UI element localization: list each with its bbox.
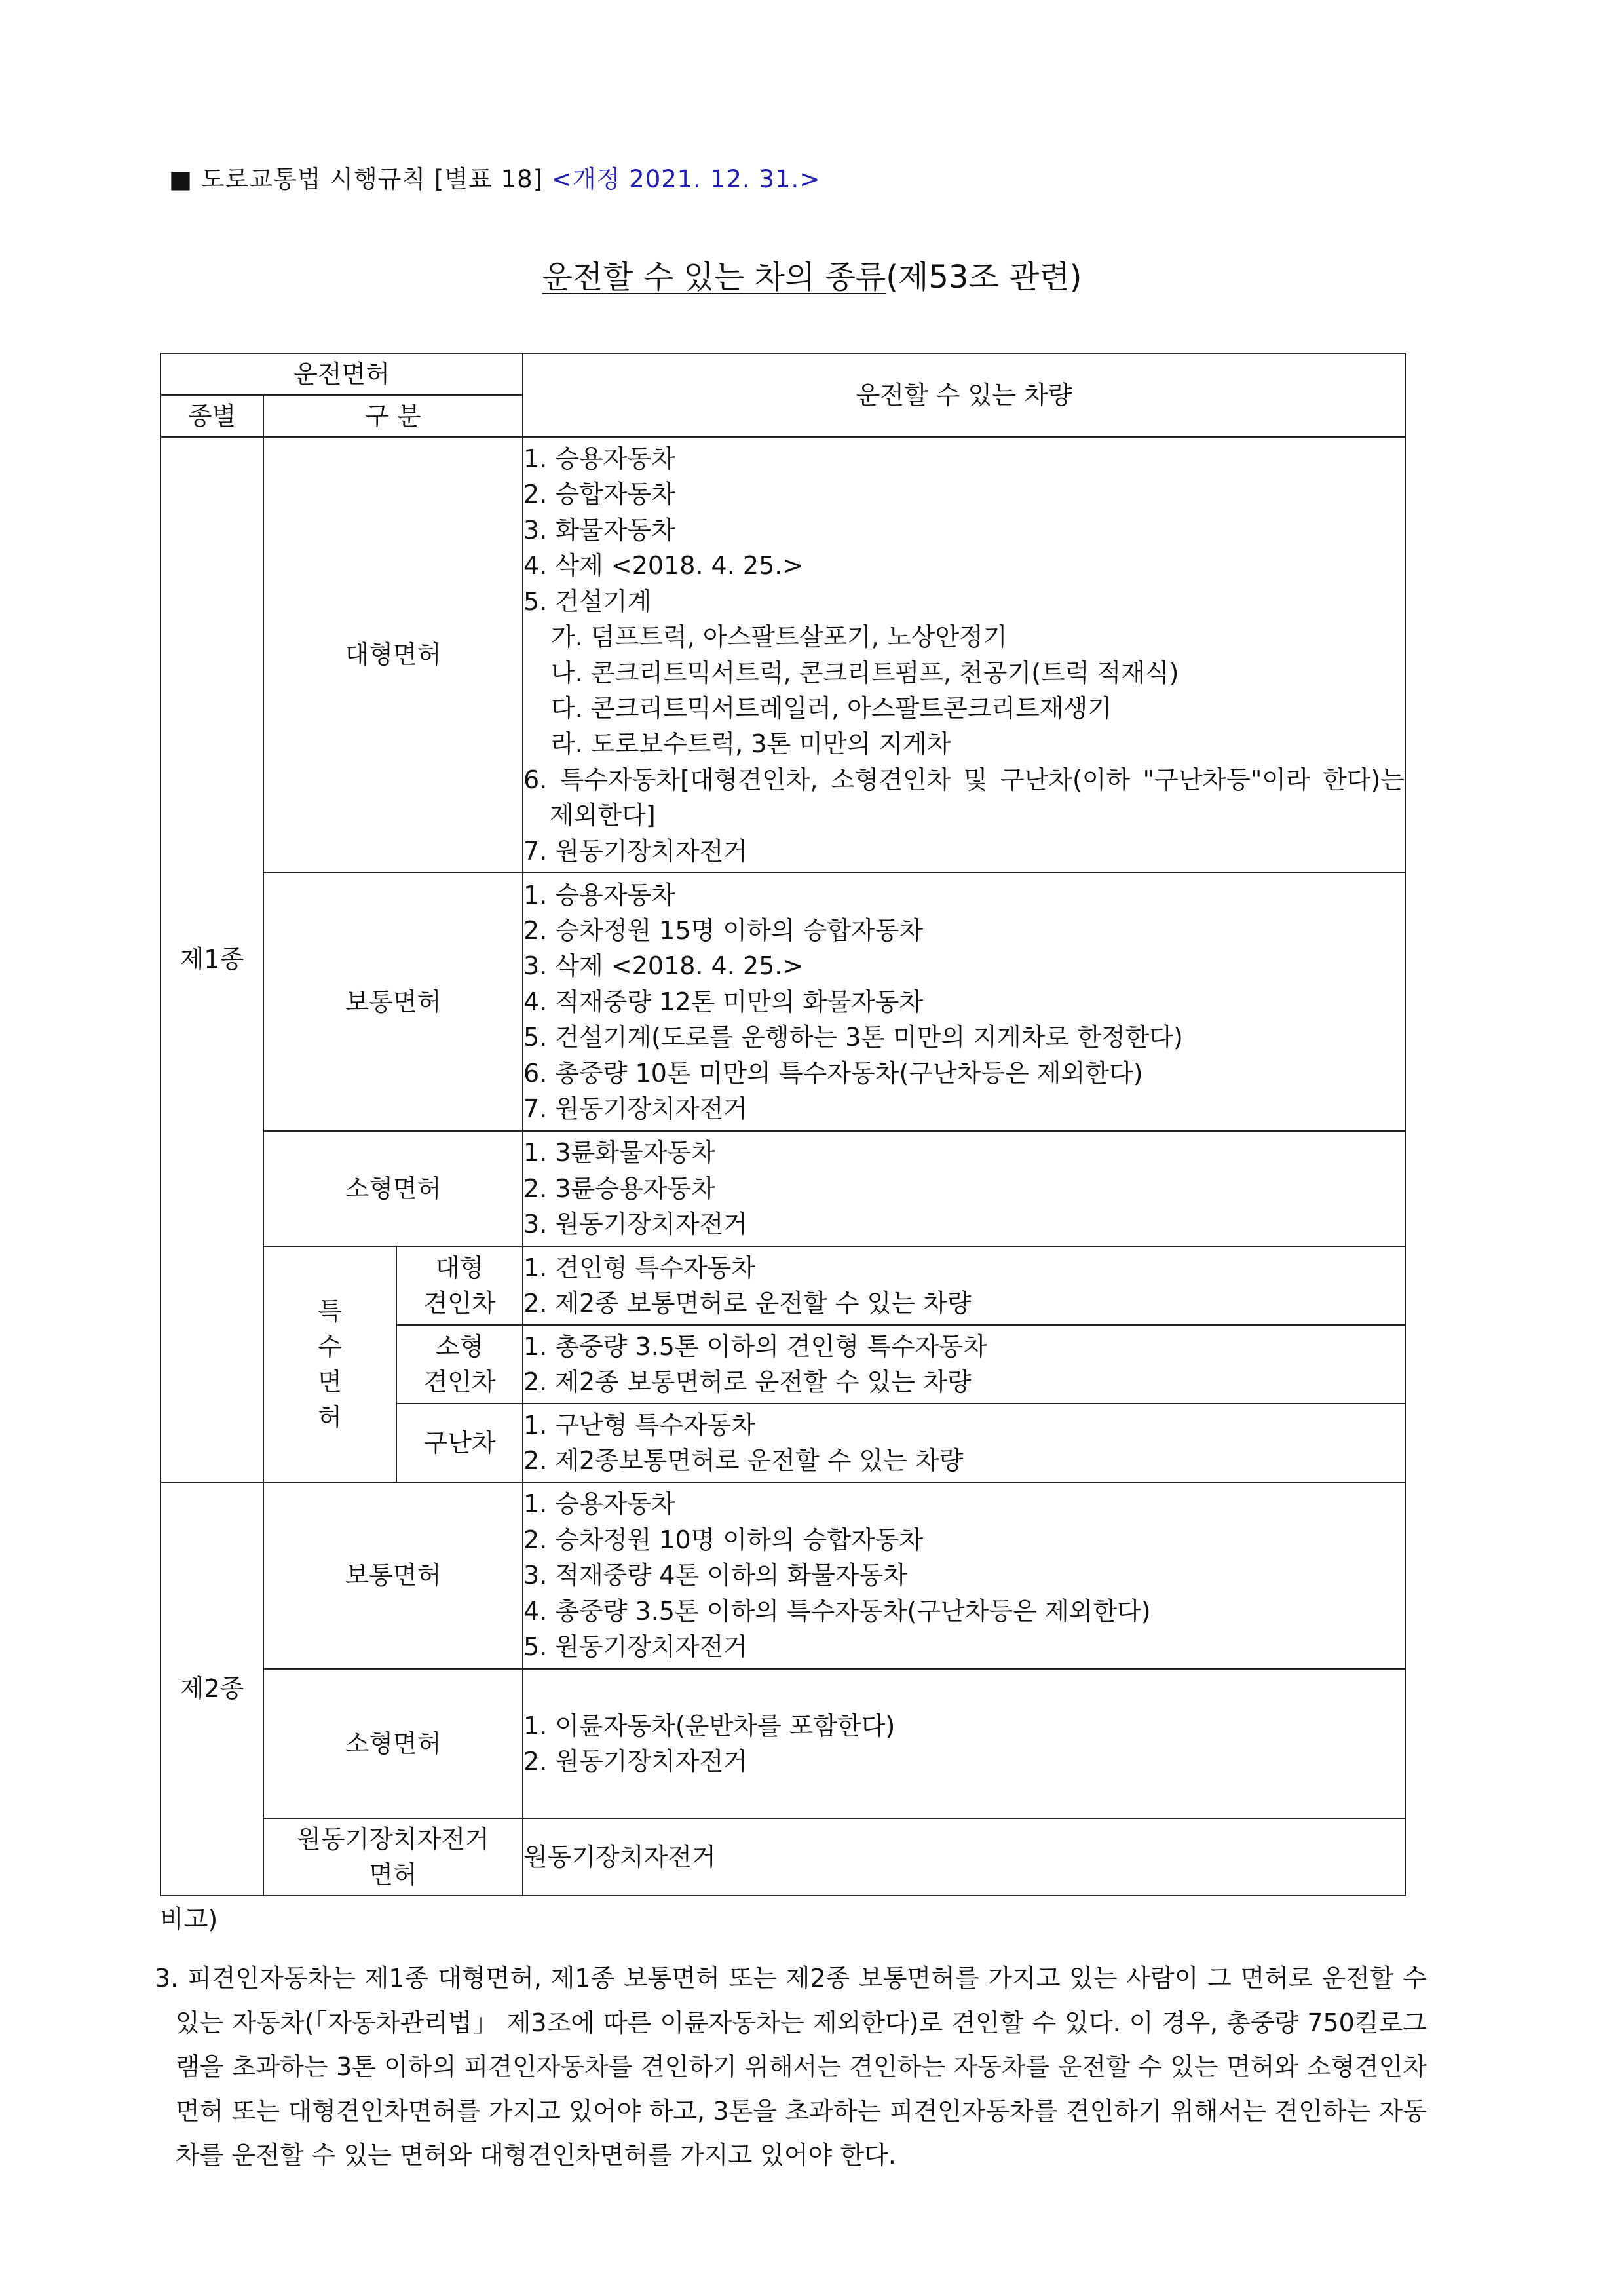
wrecker-items — [523, 1404, 1405, 1482]
document-header — [169, 163, 820, 197]
class1-small-label: 소형면허 — [263, 1131, 523, 1246]
list-item: 2. 승차정원 10명 이하의 승합자동차 — [523, 1525, 924, 1554]
header-type: 종별 — [161, 395, 263, 437]
class1-normal-label: 보통면허 — [263, 873, 523, 1131]
table-row — [161, 1818, 1405, 1896]
table-row — [161, 437, 1405, 873]
square-bullet-icon: ■ — [169, 165, 193, 193]
list-subitem: 라. 도로보수트럭, 3톤 미만의 지게차 — [551, 729, 951, 759]
list-subitem: 나. 콘크리트믹서트럭, 콘크리트펌프, 천공기(트럭 적재식) — [551, 658, 1179, 687]
list-item: 1. 총중량 3.5톤 이하의 견인형 특수자동차 — [523, 1331, 987, 1361]
class2-small-items — [523, 1669, 1405, 1818]
table-row — [161, 1482, 1405, 1669]
law-reference: 도로교통법 시행규칙 [별표 18] — [200, 165, 544, 193]
small-tow-items — [523, 1325, 1405, 1404]
special-char: 수 — [318, 1331, 342, 1361]
table-row — [161, 1131, 1405, 1246]
special-char: 면 — [318, 1367, 342, 1396]
list-item: 2. 제2종 보통면허로 운전할 수 있는 차량 — [523, 1289, 972, 1318]
list-item: 3. 원동기장치자전거 — [523, 1210, 748, 1239]
license-table — [160, 353, 1406, 1896]
moped-license-label: 원동기장치자전거 면허 — [263, 1818, 523, 1896]
list-item: 1. 승용자동차 — [523, 444, 675, 474]
remarks-paragraph: 3. 피견인자동차는 제1종 대형면허, 제1종 보통면허 또는 제2종 보통면허를 가지고 있는 사람이 그 면허로 운전할 수 있는 자동차(「자동차관리법」 제3조에 따른 이륜자동차는 제외한다)로 견인할 수 있다. 이 경우, 총중량 750킬로그램을 초과하는 3톤 이하의 피견인자동차를 견인하기 위해서는 견인하는 자동차를 운전할 수 있는 면허와 소형견인차면허 또는 대형견인차면허를 가지고 있어야 하고, 3톤을 초과하는 피견인자동차를 견인하기 위해서는 견인하는 자동차를 운전할 수 있는 면허와 대형견인차면허를 가지고 있어야 한다. — [155, 1964, 1427, 2170]
remarks-label: 비고) — [160, 1905, 218, 1934]
class1-label: 제1종 — [161, 437, 263, 1482]
small-tow-label: 소형 견인차 — [396, 1325, 523, 1404]
list-item: 4. 적재중량 12톤 미만의 화물자동차 — [523, 987, 924, 1016]
special-license-label — [263, 1246, 396, 1482]
list-item: 2. 승합자동차 — [523, 480, 675, 509]
list-subitem: 가. 덤프트럭, 아스팔트살포기, 노상안정기 — [551, 622, 1008, 652]
header-vehicles: 운전할 수 있는 차량 — [523, 353, 1405, 437]
list-item: 1. 견인형 특수자동차 — [523, 1253, 756, 1282]
list-item: 6. 총중량 10톤 미만의 특수자동차(구난차등은 제외한다) — [523, 1058, 1143, 1088]
table-header-row — [161, 353, 1405, 395]
class2-normal-items — [523, 1482, 1405, 1669]
list-item: 3. 삭제 <2018. 4. 25.> — [523, 951, 804, 981]
large-tow-items — [523, 1246, 1405, 1325]
list-item: 2. 제2종보통면허로 운전할 수 있는 차량 — [523, 1446, 964, 1475]
list-subitem: 다. 콘크리트믹서트레일러, 아스팔트콘크리트재생기 — [551, 693, 1112, 723]
amendment-link[interactable]: <개정 2021. 12. 31.> — [551, 165, 821, 193]
header-license: 운전면허 — [161, 353, 523, 395]
title-suffix: (제53조 관련) — [886, 259, 1082, 296]
list-item: 4. 삭제 <2018. 4. 25.> — [523, 551, 804, 581]
class2-small-label: 소형면허 — [263, 1669, 523, 1818]
class2-label: 제2종 — [161, 1482, 263, 1896]
large-tow-label: 대형 견인차 — [396, 1246, 523, 1325]
list-item: 2. 승차정원 15명 이하의 승합자동차 — [523, 915, 924, 945]
list-item: 1. 구난형 특수자동차 — [523, 1410, 756, 1440]
list-item: 3. 화물자동차 — [523, 515, 675, 545]
special-char: 허 — [318, 1402, 342, 1432]
table-row — [161, 1246, 1405, 1325]
class1-large-label: 대형면허 — [263, 437, 523, 873]
table-row — [161, 1669, 1405, 1818]
list-item: 1. 3륜화물자동차 — [523, 1138, 715, 1168]
class1-small-items — [523, 1131, 1405, 1246]
moped-items — [523, 1818, 1405, 1896]
title-main: 운전할 수 있는 차의 종류 — [542, 259, 886, 296]
class1-normal-items — [523, 873, 1405, 1131]
list-item: 2. 3륜승용자동차 — [523, 1174, 715, 1203]
list-item: 7. 원동기장치자전거 — [523, 836, 748, 866]
list-item: 7. 원동기장치자전거 — [523, 1094, 748, 1124]
class2-normal-label: 보통면허 — [263, 1482, 523, 1669]
list-item: 4. 총중량 3.5톤 이하의 특수자동차(구난차등은 제외한다) — [523, 1596, 1151, 1626]
list-item: 5. 건설기계(도로를 운행하는 3톤 미만의 지게차로 한정한다) — [523, 1023, 1183, 1052]
wrecker-label: 구난차 — [396, 1404, 523, 1482]
list-item: 3. 적재중량 4톤 이하의 화물자동차 — [523, 1561, 907, 1590]
list-item: 원동기장치자전거 — [523, 1842, 716, 1871]
list-item: 1. 이륜자동차(운반차를 포함한다) — [523, 1711, 896, 1740]
table-row — [161, 873, 1405, 1131]
header-division: 구 분 — [263, 395, 523, 437]
list-item: 5. 원동기장치자전거 — [523, 1632, 748, 1662]
list-item: 2. 원동기장치자전거 — [523, 1747, 748, 1776]
list-item: 1. 승용자동차 — [523, 880, 675, 909]
list-item: 5. 건설기계 — [523, 586, 652, 616]
page-title — [0, 254, 1624, 300]
list-item: 6. 특수자동차[대형견인차, 소형견인차 및 구난차(이하 "구난차등"이라 한다)는 제외한다] — [523, 765, 1405, 830]
list-item: 1. 승용자동차 — [523, 1489, 675, 1519]
class1-large-items — [523, 437, 1405, 873]
list-item: 2. 제2종 보통면허로 운전할 수 있는 차량 — [523, 1368, 972, 1396]
special-char: 특 — [318, 1296, 342, 1326]
